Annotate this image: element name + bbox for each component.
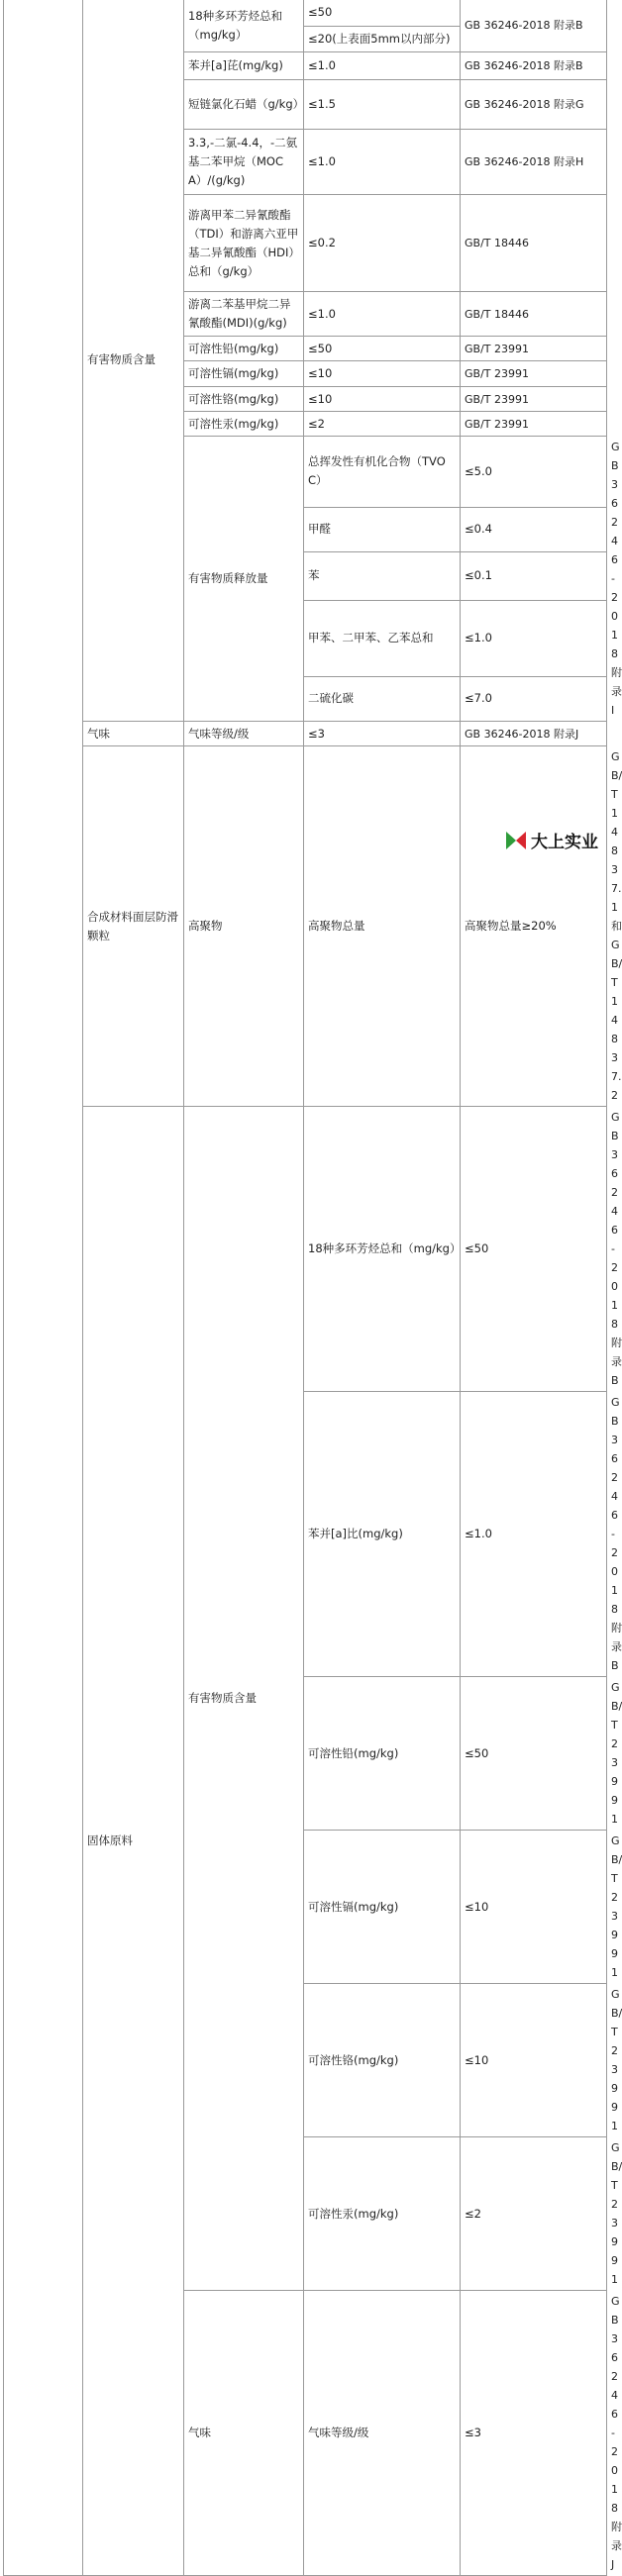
value-cell: ≤10: [304, 387, 461, 412]
item-cell: 可溶性铅(mg/kg): [184, 337, 304, 361]
value-cell: ≤0.2: [304, 195, 461, 292]
value-cell: 高聚物总量≥20%: [461, 746, 607, 1107]
value-cell: ≤1.0: [461, 1392, 607, 1677]
item-cell: 18种多环芳烃总和（mg/kg）: [304, 1107, 461, 1392]
value-cell: ≤3: [461, 2291, 607, 2576]
category-anti-slip-granules: 合成材料面层防滑颗粒: [83, 746, 184, 1107]
item-cell: 18种多环芳烃总和（mg/kg）: [184, 0, 304, 52]
subcategory-polymer: 高聚物: [184, 746, 304, 1107]
watermark-text: 大上实业: [531, 833, 598, 852]
item-cell: 高聚物总量: [304, 746, 461, 1107]
value-cell: ≤10: [461, 1984, 607, 2137]
standards-table: 有害物质含量 18种多环芳烃总和（mg/kg） ≤50 GB 36246-2018 附录B ≤20(上表面5mm以内部分) 苯并[a]芘(mg/kg) ≤1.0 GB 36246-2018 附录B 短链氯化石蜡（g/kg） ≤1.5 GB 36246-2018 附录G 3.3,-二氯-4.4，-二氨基二苯甲烷（MOCA）/(g/kg) ≤1.0 GB 36246-2018 附录H 游离甲苯二异氰酸酯（TDI）和游离六亚甲基二异氰酸酯（HDI）总和（g/kg） ≤0.2 GB/T 18446 游离二苯基甲烷二异氰酸酯(MDI)(g/kg) ≤1.0 GB/T 18446 可溶性铅(mg/kg) ≤50 GB/T 23991 可溶性镉(mg/kg) ≤10 GB/T 23991 可溶性铬(mg/kg) ≤10 GB/T 23991 可溶性汞(mg/kg) ≤2 GB/T 23991 有害物质释放量 总挥发性有机化合物（TVOC） ≤5.0 GB 36246-2018 附录I 甲醛 ≤0.4 苯 ≤0.1 甲苯、二甲苯、乙苯总和 ≤1.0 二硫化碳 ≤7.0 气味 气味等级/级 ≤3 GB 36246-2018 附录J 合成材料面层防滑颗粒 高聚物 高聚物总量 高聚物总量≥20% GB/T 14837.1和GB/T 14837.2 固体原料 有害物质含量 18种多环芳烃总和（mg/kg） ≤50 GB 36246-2018 附录B 苯并[a]比(mg/kg) ≤1.0 GB 36246-2018 附录B 可溶性铅(mg/kg) ≤50 GB/T 23991 可溶性镉(mg/kg) ≤10 GB/T 23991 可溶性铬(mg/kg) ≤10 GB/T 23991 可溶性汞(mg/kg) ≤2 GB/T 23991 气味 气味等级/级 ≤3 GB 36246-2018 附录J: [3, 0, 607, 2576]
value-cell: ≤5.0: [461, 437, 607, 508]
standard-cell: GB/T 23991: [461, 387, 607, 412]
value-cell: ≤1.0: [304, 130, 461, 195]
subcategory-odor: 气味: [83, 722, 184, 746]
value-cell: ≤50: [304, 0, 461, 27]
subcategory-hazard-content: 有害物质含量: [184, 1107, 304, 2291]
category-cell-top: [4, 0, 83, 2576]
standard-cell: GB 36246-2018 附录J: [461, 722, 607, 746]
item-cell: 可溶性汞(mg/kg): [304, 2137, 461, 2291]
value-cell: ≤1.0: [304, 292, 461, 337]
standard-cell: GB/T 23991: [461, 361, 607, 387]
value-cell: ≤0.4: [461, 507, 607, 551]
subcategory-hazard-content: 有害物质含量: [83, 0, 184, 722]
item-cell: 游离甲苯二异氰酸酯（TDI）和游离六亚甲基二异氰酸酯（HDI）总和（g/kg）: [184, 195, 304, 292]
value-cell: ≤7.0: [461, 676, 607, 721]
item-cell: 甲苯、二甲苯、乙苯总和: [304, 600, 461, 676]
value-cell: ≤1.0: [461, 600, 607, 676]
value-cell: ≤10: [304, 361, 461, 387]
company-logo-icon: [505, 830, 527, 851]
item-cell: 可溶性铬(mg/kg): [304, 1984, 461, 2137]
standard-cell: GB/T 18446: [461, 292, 607, 337]
standard-cell: GB 36246-2018 附录H: [461, 130, 607, 195]
value-cell: ≤0.1: [461, 551, 607, 600]
value-cell: ≤2: [304, 412, 461, 437]
item-cell: 气味等级/级: [304, 2291, 461, 2576]
item-cell: 游离二苯基甲烷二异氰酸酯(MDI)(g/kg): [184, 292, 304, 337]
subcategory-hazard-release: 有害物质释放量: [184, 437, 304, 722]
category-solid-raw-material: 固体原料: [83, 1107, 184, 2576]
item-cell: 甲醛: [304, 507, 461, 551]
standard-cell: GB/T 23991: [461, 337, 607, 361]
value-cell: ≤50: [461, 1677, 607, 1831]
item-cell: 总挥发性有机化合物（TVOC）: [304, 437, 461, 508]
standard-cell: GB/T 18446: [461, 195, 607, 292]
standard-cell: GB 36246-2018 附录B: [461, 0, 607, 52]
value-cell: ≤2: [461, 2137, 607, 2291]
item-cell: 苯并[a]比(mg/kg): [304, 1392, 461, 1677]
value-cell: ≤3: [304, 722, 461, 746]
value-cell: ≤20(上表面5mm以内部分): [304, 27, 461, 52]
subcategory-odor: 气味: [184, 2291, 304, 2576]
value-cell: ≤50: [304, 337, 461, 361]
item-cell: 可溶性汞(mg/kg): [184, 412, 304, 437]
value-cell: ≤1.0: [304, 52, 461, 80]
item-cell: 苯: [304, 551, 461, 600]
item-cell: 可溶性镉(mg/kg): [184, 361, 304, 387]
item-cell: 短链氯化石蜡（g/kg）: [184, 80, 304, 130]
value-cell: ≤50: [461, 1107, 607, 1392]
standard-cell: GB/T 23991: [461, 412, 607, 437]
item-cell: 3.3,-二氯-4.4，-二氨基二苯甲烷（MOCA）/(g/kg): [184, 130, 304, 195]
watermark: [501, 826, 602, 854]
standard-cell: GB 36246-2018 附录B: [461, 52, 607, 80]
item-cell: 二硫化碳: [304, 676, 461, 721]
item-cell: 可溶性镉(mg/kg): [304, 1831, 461, 1984]
standard-cell: GB 36246-2018 附录G: [461, 80, 607, 130]
item-cell: 气味等级/级: [184, 722, 304, 746]
value-cell: ≤1.5: [304, 80, 461, 130]
item-cell: 可溶性铅(mg/kg): [304, 1677, 461, 1831]
item-cell: 苯并[a]芘(mg/kg): [184, 52, 304, 80]
item-cell: 可溶性铬(mg/kg): [184, 387, 304, 412]
value-cell: ≤10: [461, 1831, 607, 1984]
